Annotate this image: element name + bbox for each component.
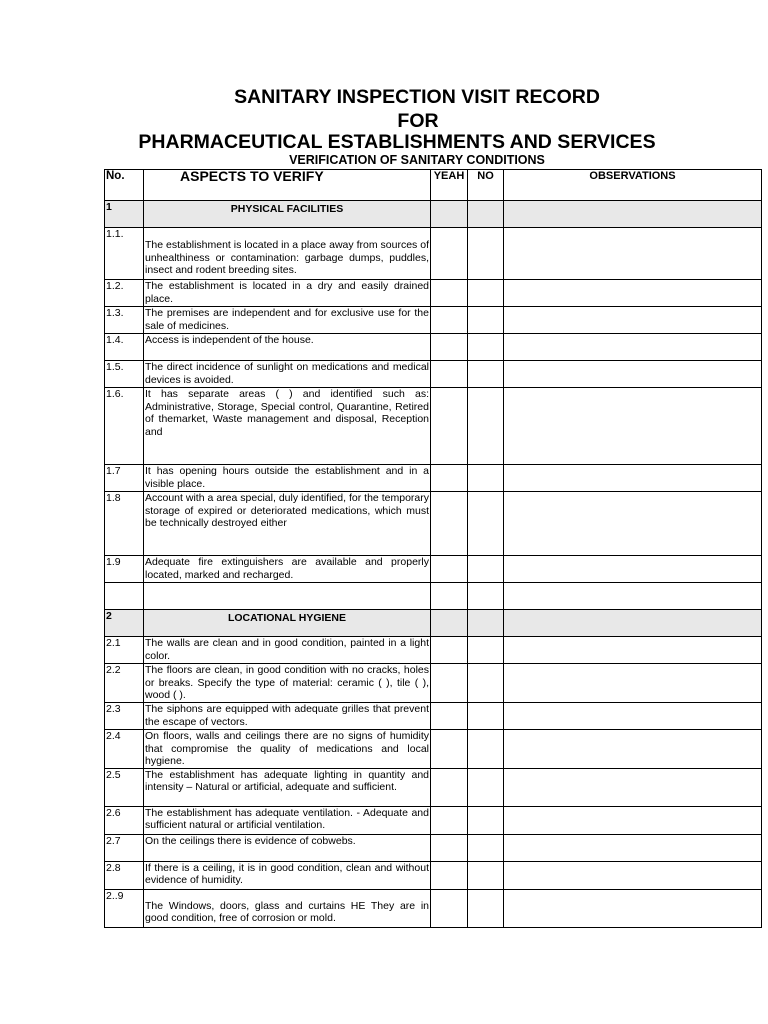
- yes-cell[interactable]: [431, 637, 468, 664]
- yes-cell[interactable]: [431, 388, 468, 465]
- header-observations: OBSERVATIONS: [504, 170, 762, 201]
- observations-cell[interactable]: [504, 637, 762, 664]
- no-cell[interactable]: [468, 307, 504, 334]
- document-subtitle: PHARMACEUTICAL ESTABLISHMENTS AND SERVICES: [138, 131, 656, 153]
- no-cell[interactable]: [468, 280, 504, 307]
- no-cell[interactable]: [468, 201, 504, 228]
- table-header-row: [105, 170, 762, 201]
- row-number: 1.7: [105, 465, 144, 492]
- row-aspect: It has opening hours outside the establishment and in a visible place.: [145, 465, 429, 490]
- table-row: [105, 703, 762, 730]
- table-row-blank: [105, 583, 762, 610]
- yes-cell[interactable]: [431, 768, 468, 806]
- row-number: 1.1.: [105, 228, 144, 280]
- table-row: [105, 361, 762, 388]
- row-number: 2.1: [105, 637, 144, 664]
- yes-cell[interactable]: [431, 703, 468, 730]
- no-cell[interactable]: [468, 556, 504, 583]
- row-aspect: The Windows, doors, glass and curtains HE They are in good condition, free of corrosion or mold.: [144, 889, 431, 927]
- no-cell[interactable]: [468, 610, 504, 637]
- no-cell[interactable]: [468, 889, 504, 927]
- observations-cell[interactable]: [504, 361, 762, 388]
- row-aspect: Account with a area special, duly identified, for the temporary storage of expired or deteriorated medications, which must be technically destroyed either: [144, 492, 431, 556]
- table-row: [105, 556, 762, 583]
- row-number: 2.6: [105, 806, 144, 834]
- no-cell[interactable]: [468, 806, 504, 834]
- observations-cell[interactable]: [504, 583, 762, 610]
- section-heading: VERIFICATION OF SANITARY CONDITIONS: [289, 153, 545, 167]
- yes-cell[interactable]: [431, 806, 468, 834]
- yes-cell[interactable]: [431, 834, 468, 861]
- no-cell[interactable]: [468, 834, 504, 861]
- observations-cell[interactable]: [504, 228, 762, 280]
- observations-cell[interactable]: [504, 730, 762, 769]
- observations-cell[interactable]: [504, 280, 762, 307]
- row-number: 1.5.: [105, 361, 144, 388]
- observations-cell[interactable]: [504, 889, 762, 927]
- yes-cell[interactable]: [431, 610, 468, 637]
- row-aspect: On floors, walls and ceilings there are no signs of humidity that compromise the quality of medications and local hygiene.: [145, 730, 429, 767]
- header-yes: YEAH: [431, 170, 468, 201]
- yes-cell[interactable]: [431, 861, 468, 889]
- table-row: [105, 889, 762, 927]
- row-aspect: The walls are clean and in good condition, painted in a light color.: [145, 637, 429, 662]
- section-title: PHYSICAL FACILITIES: [144, 201, 431, 228]
- observations-cell[interactable]: [504, 556, 762, 583]
- row-number: 1.9: [105, 556, 144, 583]
- yes-cell[interactable]: [431, 492, 468, 556]
- header-no-col: NO: [468, 170, 504, 201]
- yes-cell[interactable]: [431, 465, 468, 492]
- observations-cell[interactable]: [504, 664, 762, 703]
- row-aspect: Adequate fire extinguishers are available and properly located, marked and recharged.: [145, 556, 429, 581]
- section-number: 1: [105, 201, 144, 228]
- header-aspects: ASPECTS TO VERIFY: [144, 170, 431, 201]
- row-number: 1.8: [105, 492, 144, 556]
- row-number: 2.4: [105, 730, 144, 769]
- row-aspect: The establishment has adequate ventilation. - Adequate and sufficient natural or artificial ventilation.: [144, 806, 431, 834]
- yes-cell[interactable]: [431, 201, 468, 228]
- table-row: [105, 307, 762, 334]
- table-row: [105, 768, 762, 806]
- section-row: [105, 201, 762, 228]
- no-cell[interactable]: [468, 664, 504, 703]
- no-cell[interactable]: [468, 388, 504, 465]
- no-cell[interactable]: [468, 228, 504, 280]
- document-title: SANITARY INSPECTION VISIT RECORD: [234, 86, 600, 108]
- yes-cell[interactable]: [431, 361, 468, 388]
- observations-cell[interactable]: [504, 861, 762, 889]
- table-row: [105, 465, 762, 492]
- yes-cell[interactable]: [431, 307, 468, 334]
- row-number: 2..9: [105, 889, 144, 927]
- observations-cell[interactable]: [504, 834, 762, 861]
- no-cell[interactable]: [468, 730, 504, 769]
- observations-cell[interactable]: [504, 806, 762, 834]
- yes-cell[interactable]: [431, 664, 468, 703]
- row-number: 2.2: [105, 664, 144, 703]
- table-row: [105, 334, 762, 361]
- row-aspect: The premises are independent and for exclusive use for the sale of medicines.: [145, 307, 429, 332]
- row-aspect: On the ceilings there is evidence of cobwebs.: [144, 834, 431, 861]
- row-aspect: The floors are clean, in good condition with no cracks, holes or breaks. Specify the type of material: ceramic ( ), tile ( ), wood ( ).: [145, 664, 429, 701]
- inspection-table: [104, 169, 762, 928]
- section-title: LOCATIONAL HYGIENE: [144, 610, 431, 637]
- table-row: [105, 388, 762, 465]
- row-aspect: The siphons are equipped with adequate grilles that prevent the escape of vectors.: [145, 703, 429, 728]
- row-aspect: If there is a ceiling, it is in good condition, clean and without evidence of humidity.: [144, 861, 431, 889]
- header-no: No.: [105, 170, 144, 201]
- row-aspect: It has separate areas ( ) and identified such as: Administrative, Storage, Special control, Quarantine, Retired of themarket, Waste management and disposal, Reception and: [144, 388, 431, 465]
- table-row: [105, 228, 762, 280]
- observations-cell[interactable]: [504, 768, 762, 806]
- row-number: 2.7: [105, 834, 144, 861]
- row-aspect: The establishment is located in a dry and easily drained place.: [145, 280, 429, 305]
- observations-cell[interactable]: [504, 388, 762, 465]
- table-row: [105, 664, 762, 703]
- observations-cell[interactable]: [504, 610, 762, 637]
- no-cell[interactable]: [468, 768, 504, 806]
- yes-cell[interactable]: [431, 583, 468, 610]
- table-row: [105, 280, 762, 307]
- row-number: 2.3: [105, 703, 144, 730]
- yes-cell[interactable]: [431, 889, 468, 927]
- observations-cell[interactable]: [504, 307, 762, 334]
- yes-cell[interactable]: [431, 280, 468, 307]
- no-cell[interactable]: [468, 492, 504, 556]
- observations-cell[interactable]: [504, 334, 762, 361]
- row-aspect: The establishment has adequate lighting in quantity and intensity – Natural or artificial, adequate and sufficient.: [144, 768, 431, 806]
- row-aspect: The establishment is located in a place away from sources of unhealthiness or contamination: garbage dumps, puddles, insect and rodent breeding sites.: [144, 228, 431, 280]
- row-number: 2.5: [105, 768, 144, 806]
- no-cell[interactable]: [468, 334, 504, 361]
- observations-cell[interactable]: [504, 201, 762, 228]
- section-number: 2: [105, 610, 144, 637]
- no-cell[interactable]: [468, 583, 504, 610]
- row-aspect: The direct incidence of sunlight on medications and medical devices is avoided.: [145, 361, 429, 386]
- row-number: 1.2.: [105, 280, 144, 307]
- table-row: [105, 806, 762, 834]
- no-cell[interactable]: [468, 637, 504, 664]
- no-cell[interactable]: [468, 361, 504, 388]
- row-number: 2.8: [105, 861, 144, 889]
- yes-cell[interactable]: [431, 334, 468, 361]
- row-number: 1.4.: [105, 334, 144, 361]
- no-cell[interactable]: [468, 465, 504, 492]
- document-title-for: FOR: [397, 110, 439, 132]
- table-row: [105, 637, 762, 664]
- row-aspect: Access is independent of the house.: [144, 334, 431, 361]
- observations-cell[interactable]: [504, 492, 762, 556]
- table-row: [105, 730, 762, 769]
- no-cell[interactable]: [468, 861, 504, 889]
- no-cell[interactable]: [468, 703, 504, 730]
- yes-cell[interactable]: [431, 730, 468, 769]
- yes-cell[interactable]: [431, 228, 468, 280]
- row-number: 1.6.: [105, 388, 144, 465]
- table-row: [105, 834, 762, 861]
- yes-cell[interactable]: [431, 556, 468, 583]
- table-row: [105, 861, 762, 889]
- table-row: [105, 492, 762, 556]
- observations-cell[interactable]: [504, 465, 762, 492]
- row-number: 1.3.: [105, 307, 144, 334]
- section-row: [105, 610, 762, 637]
- observations-cell[interactable]: [504, 703, 762, 730]
